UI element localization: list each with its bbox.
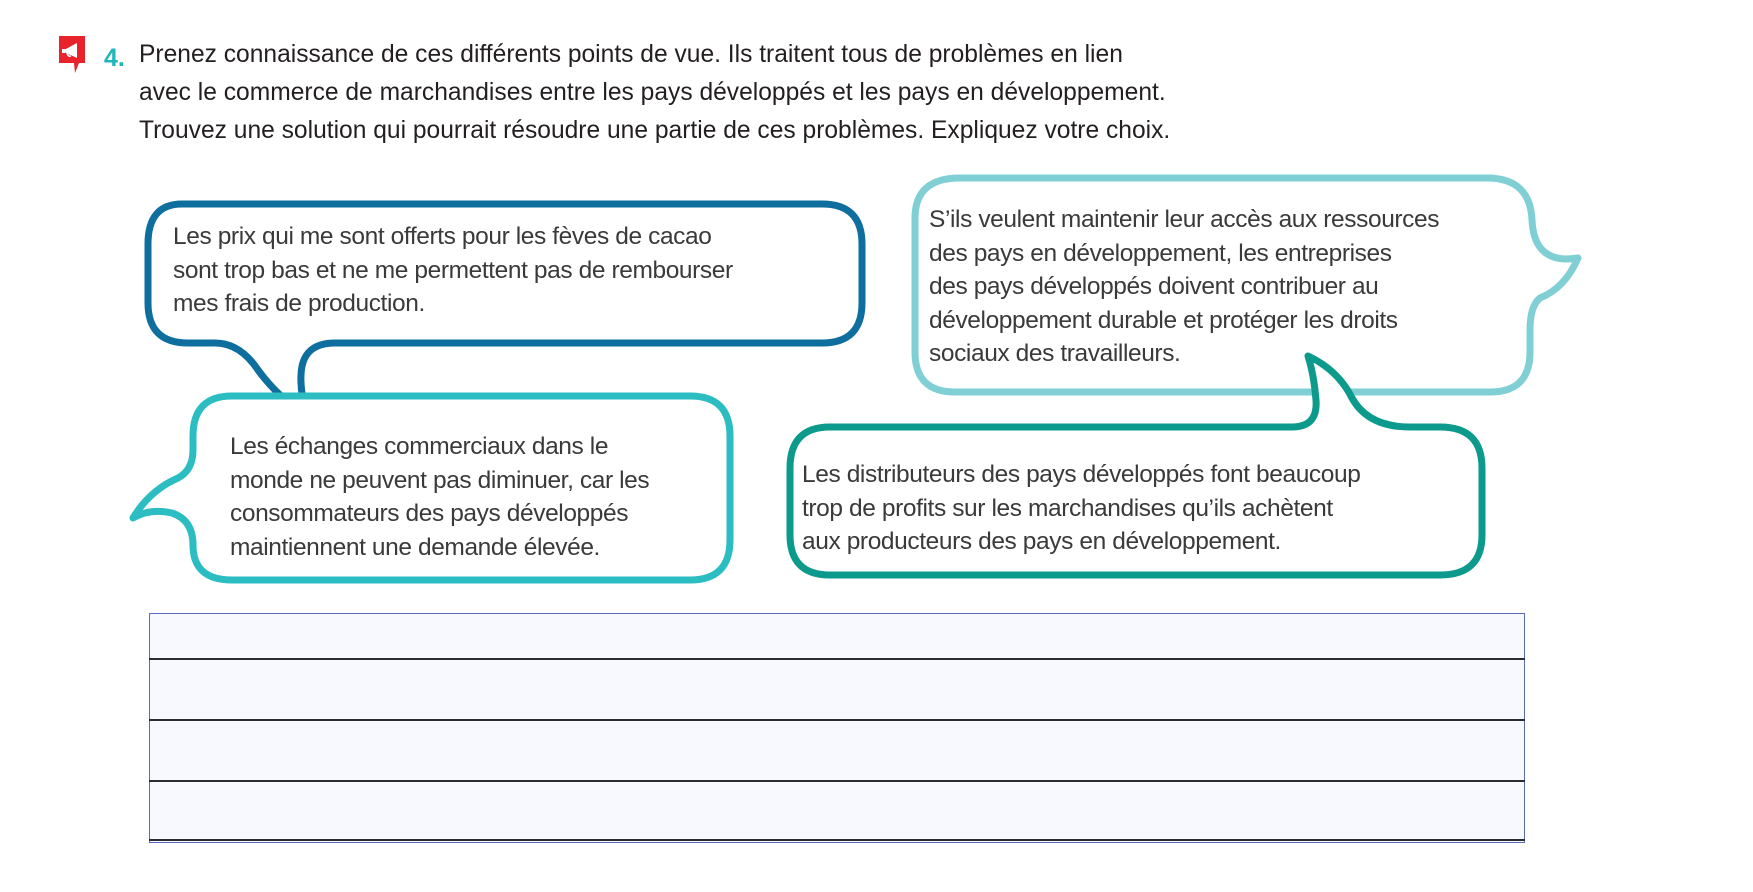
bubble-line: Les échanges commerciaux dans le <box>230 433 609 460</box>
answer-area[interactable] <box>149 613 1525 843</box>
bubble-line: sociaux des travailleurs. <box>929 340 1181 367</box>
answer-line-4[interactable] <box>150 782 1524 839</box>
bubble-line: S’ils veulent maintenir leur accès aux ressources <box>929 206 1440 233</box>
bubble-line: des pays développés doivent contribuer au <box>929 273 1379 300</box>
prompt-line: avec le commerce de marchandises entre les pays développés et les pays en développement. <box>139 79 1166 106</box>
bubble-text-companies <box>929 203 1439 371</box>
bubble-line: aux producteurs des pays en développement. <box>802 528 1281 555</box>
bubble-line: Les distributeurs des pays développés font beaucoup <box>802 461 1361 488</box>
bubble-line: sont trop bas et ne me permettent pas de rembourser <box>173 256 733 284</box>
prompt-line: Trouvez une solution qui pourrait résoudre une partie de ces problèmes. Expliquez votre choix. <box>139 117 1171 144</box>
bubble-line: maintiennent une demande élevée. <box>230 533 600 561</box>
bubble-line: consommateurs des pays développés <box>230 500 629 527</box>
bubble-line: développement durable et protéger les droits <box>929 306 1398 334</box>
bubble-text-world-trade <box>230 430 649 564</box>
answer-rule <box>149 839 1525 841</box>
answer-line-3[interactable] <box>150 721 1524 780</box>
bubble-text-cacao-producer <box>173 220 733 321</box>
bubble-line: Les prix qui me sont offerts pour les fèves de cacao <box>173 223 712 250</box>
answer-line-1[interactable] <box>150 614 1524 658</box>
bubble-line: mes frais de production. <box>173 290 425 317</box>
bubble-line: des pays en développement, les entreprises <box>929 239 1392 267</box>
prompt-line: Prenez connaissance de ces différents points de vue. Ils traitent tous de problèmes en lien <box>139 41 1123 68</box>
bubble-text-distributors <box>802 458 1360 559</box>
question-number: 4. <box>104 44 125 72</box>
bubble-line: monde ne peuvent pas diminuer, car les <box>230 466 650 494</box>
bubble-line: trop de profits sur les marchandises qu’ils achètent <box>802 494 1333 522</box>
answer-line-2[interactable] <box>150 660 1524 719</box>
